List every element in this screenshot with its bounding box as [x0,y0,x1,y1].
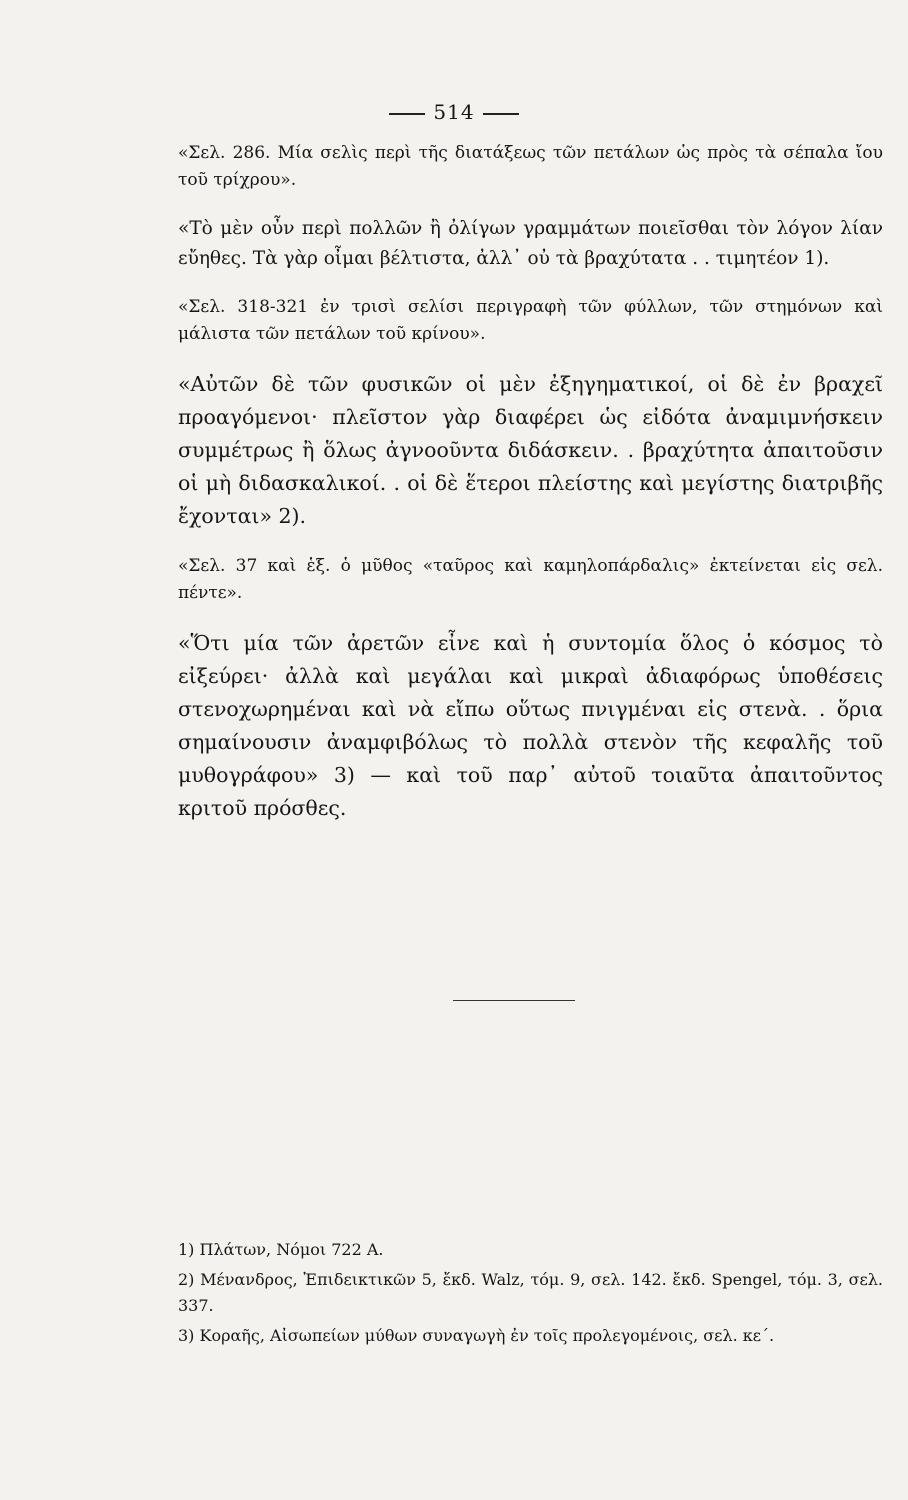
header-dash-left [389,113,425,115]
paragraph: «Τὸ μὲν οὖν περὶ πολλῶν ἢ ὀλίγων γραμμάτων ποιεῖσθαι τὸν λόγον λίαν εὔηθες. Τὰ γὰρ οἶμαι βέλτιστα, ἀλλ᾽ οὐ τὰ βραχύτατα . . τιμητέον 1). [178,218,883,269]
paragraph: «Σελ. 286. Μία σελὶς περὶ τῆς διατάξεως τῶν πετάλων ὡς πρὸς τὰ σέπαλα ἴου τοῦ τρίχρου». [178,143,883,190]
footnote: 3) Κοραῆς, Αἰσωπείων μύθων συναγωγὴ ἐν τοῖς προλεγομένοις, σελ. κε΄. [178,1326,775,1345]
paragraph: «Αὐτῶν δὲ τῶν φυσικῶν οἱ μὲν ἐξηγηματικοί, οἱ δὲ ἐν βραχεῖ προαγόμενοι· πλεῖστον γὰρ διαφέρει ὡς εἰδότα ἀναμιμνήσκειν συμμέτρως ἢ ὅλως ἀγνοοῦντα διδάσκειν. . βραχύτητα ἀπαιτοῦσιν οἱ μὴ διδασκαλικοί. . οἱ δὲ ἕτεροι πλείστης καὶ μεγίστης διατριβῆς ἔχονται» 2). [178,372,883,528]
page-number: 514 [433,100,475,124]
header-dash-right [483,113,519,115]
page-number-header [0,100,908,124]
body-text [178,140,883,845]
footnote-divider [453,1000,575,1001]
paragraph: «Σελ. 37 καὶ ἑξ. ὁ μῦθος «ταῦρος καὶ καμηλοπάρδαλις» ἐκτείνεται εἰς σελ. πέντε». [178,556,883,603]
footnote: 2) Μένανδρος, Ἐπιδεικτικῶν 5, ἔκδ. Walz, τόμ. 9, σελ. 142. ἔκδ. Spengel, τόμ. 3, σελ. 337. [178,1270,883,1315]
paragraph: «Σελ. 318-321 ἐν τρισὶ σελίσι περιγραφὴ τῶν φύλλων, τῶν στημόνων καὶ μάλιστα τῶν πετάλων τοῦ κρίνου». [178,297,883,344]
footnote: 1) Πλάτων, Νόμοι 722 Α. [178,1240,384,1259]
footnotes [178,1237,883,1353]
paragraph: «Ὅτι μία τῶν ἀρετῶν εἶνε καὶ ἡ συντομία ὅλος ὁ κόσμος τὸ εἰξεύρει· ἀλλὰ καὶ μεγάλαι καὶ μικραὶ ἀδιαφόρως ὑποθέσεις στενοχωρημέναι καὶ νὰ εἴπω οὕτως πνιγμέναι εἰς στενὰ. . ὅρια σημαίνουσιν ἀναμφιβόλως τὸ πολλὰ στενὸν τῆς κεφαλῆς τοῦ μυθογράφου» 3) — καὶ τοῦ παρ᾽ αὐτοῦ τοιαῦτα ἀπαιτοῦντος κριτοῦ πρόσθες. [178,631,883,820]
